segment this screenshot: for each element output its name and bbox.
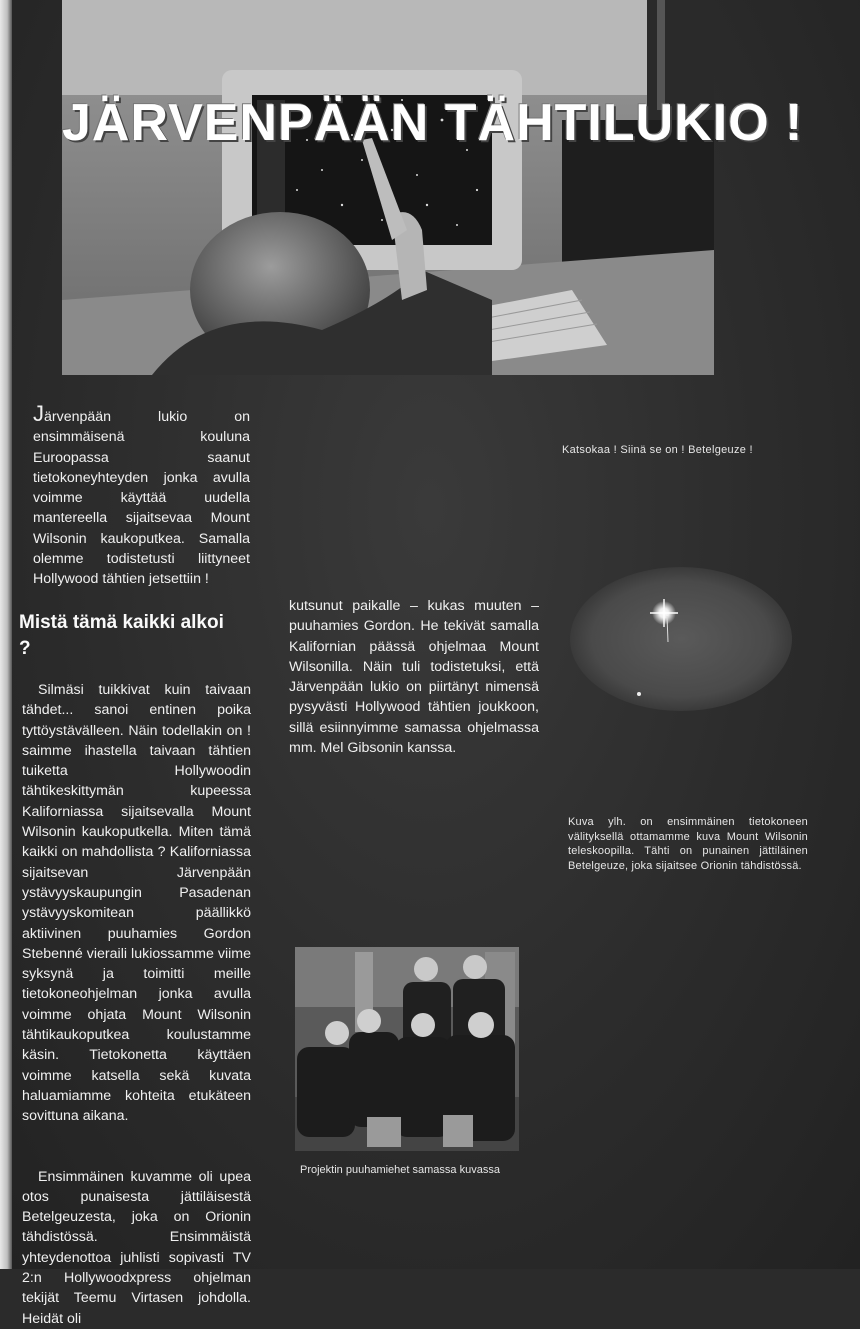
caption-betelgeuze-exclamation: Katsokaa ! Siinä se on ! Betelgeuze ! — [562, 444, 753, 456]
hero-photo-illustration — [62, 0, 714, 375]
intro-text: ärvenpään lukio on ensimmäisenä kouluna Euroopassa saanut tietokoneyhteyden jonka avulla voimme käyttää uudella mantereella sijaitsevaa Mount Wilsonin kaukoputkea. Samalla olemme todistetusti liittyneet Hollywood tähtien jetsettiin ! — [33, 409, 250, 588]
body-paragraph-3: kutsunut paikalle – kukas muuten – puuhamies Gordon. He tekivät samalla Kalifornian päässä ohjelmaa Mount Wilsonilla. Näin tuli todistetuksi, että Järvenpään lukio on piirtänyt nimensä pysyvästi Hollywood tähtien joukkoon, sillä esiinnyimme samassa ohjelmassa mm. Mel Gibsonin kanssa. — [289, 598, 539, 757]
section-heading: Mistä tämä kaikki alkoi ? — [19, 611, 224, 659]
page-edge — [0, 0, 12, 1269]
group-photo — [295, 947, 519, 1151]
hero-photo — [62, 0, 714, 375]
body-column-left — [22, 680, 251, 1329]
betelgeuze-illustration — [569, 566, 793, 713]
page-title: JÄRVENPÄÄN TÄHTILUKIO ! — [62, 93, 804, 152]
body-column-middle — [289, 596, 539, 758]
intro-paragraph — [33, 401, 250, 590]
caption-betelgeuze-photo: Kuva ylh. on ensimmäinen tietokoneen välityksellä ottamamme kuva Mount Wilsonin teleskoopilla. Tähti on punainen jättiläinen Betelgeuze, joka sijaitsee Orionin tähdistössä. — [568, 816, 808, 872]
body-paragraph-2: Ensimmäinen kuvamme oli upea otos punaisesta jättiläisestä Betelgeuzesta, joka on Orionin tähdistössä. Ensimmäistä yhteydenottoa juhlisti sopivasti TV 2:n Hollywoodxpress ohjelman tekijät Teemu Virtasen johdolla. Heidät oli — [22, 1168, 251, 1327]
body-paragraph-1: Silmäsi tuikkivat kuin taivaan tähdet... sanoi entinen poika tyttöystävälleen. Näin todellakin on ! saimme ihastella taivaan tähtien tuiketta Hollywoodin tähtikeskittymän kupeessa Kaliforniassa sijaitsevalla Mount Wilsonin kaukoputkella. Miten tämä kaikki on mahdollista ? Kaliforniassa sijaitsevan Järvenpään ystävyyskaupungin Pasadenan ystävyyskomitean päällikkö aktiivinen puuhamies Gordon Stebenné vieraili lukiossamme viime syksynä ja toimitti meille tietokoneohjelman jonka avulla voimme ohjata Mount Wilsonin tähtikaukoputkea koulustamme käsin. Tietokonetta käyttäen voimme katsella sekä kuvata haluamiamme kohteita etukäteen sovittuna aikana. — [22, 682, 251, 1125]
caption-group-photo: Projektin puuhamiehet samassa kuvassa — [300, 1164, 500, 1176]
betelgeuze-photo — [569, 566, 793, 713]
intro-dropcap: J — [33, 401, 44, 426]
group-photo-illustration — [295, 947, 519, 1151]
